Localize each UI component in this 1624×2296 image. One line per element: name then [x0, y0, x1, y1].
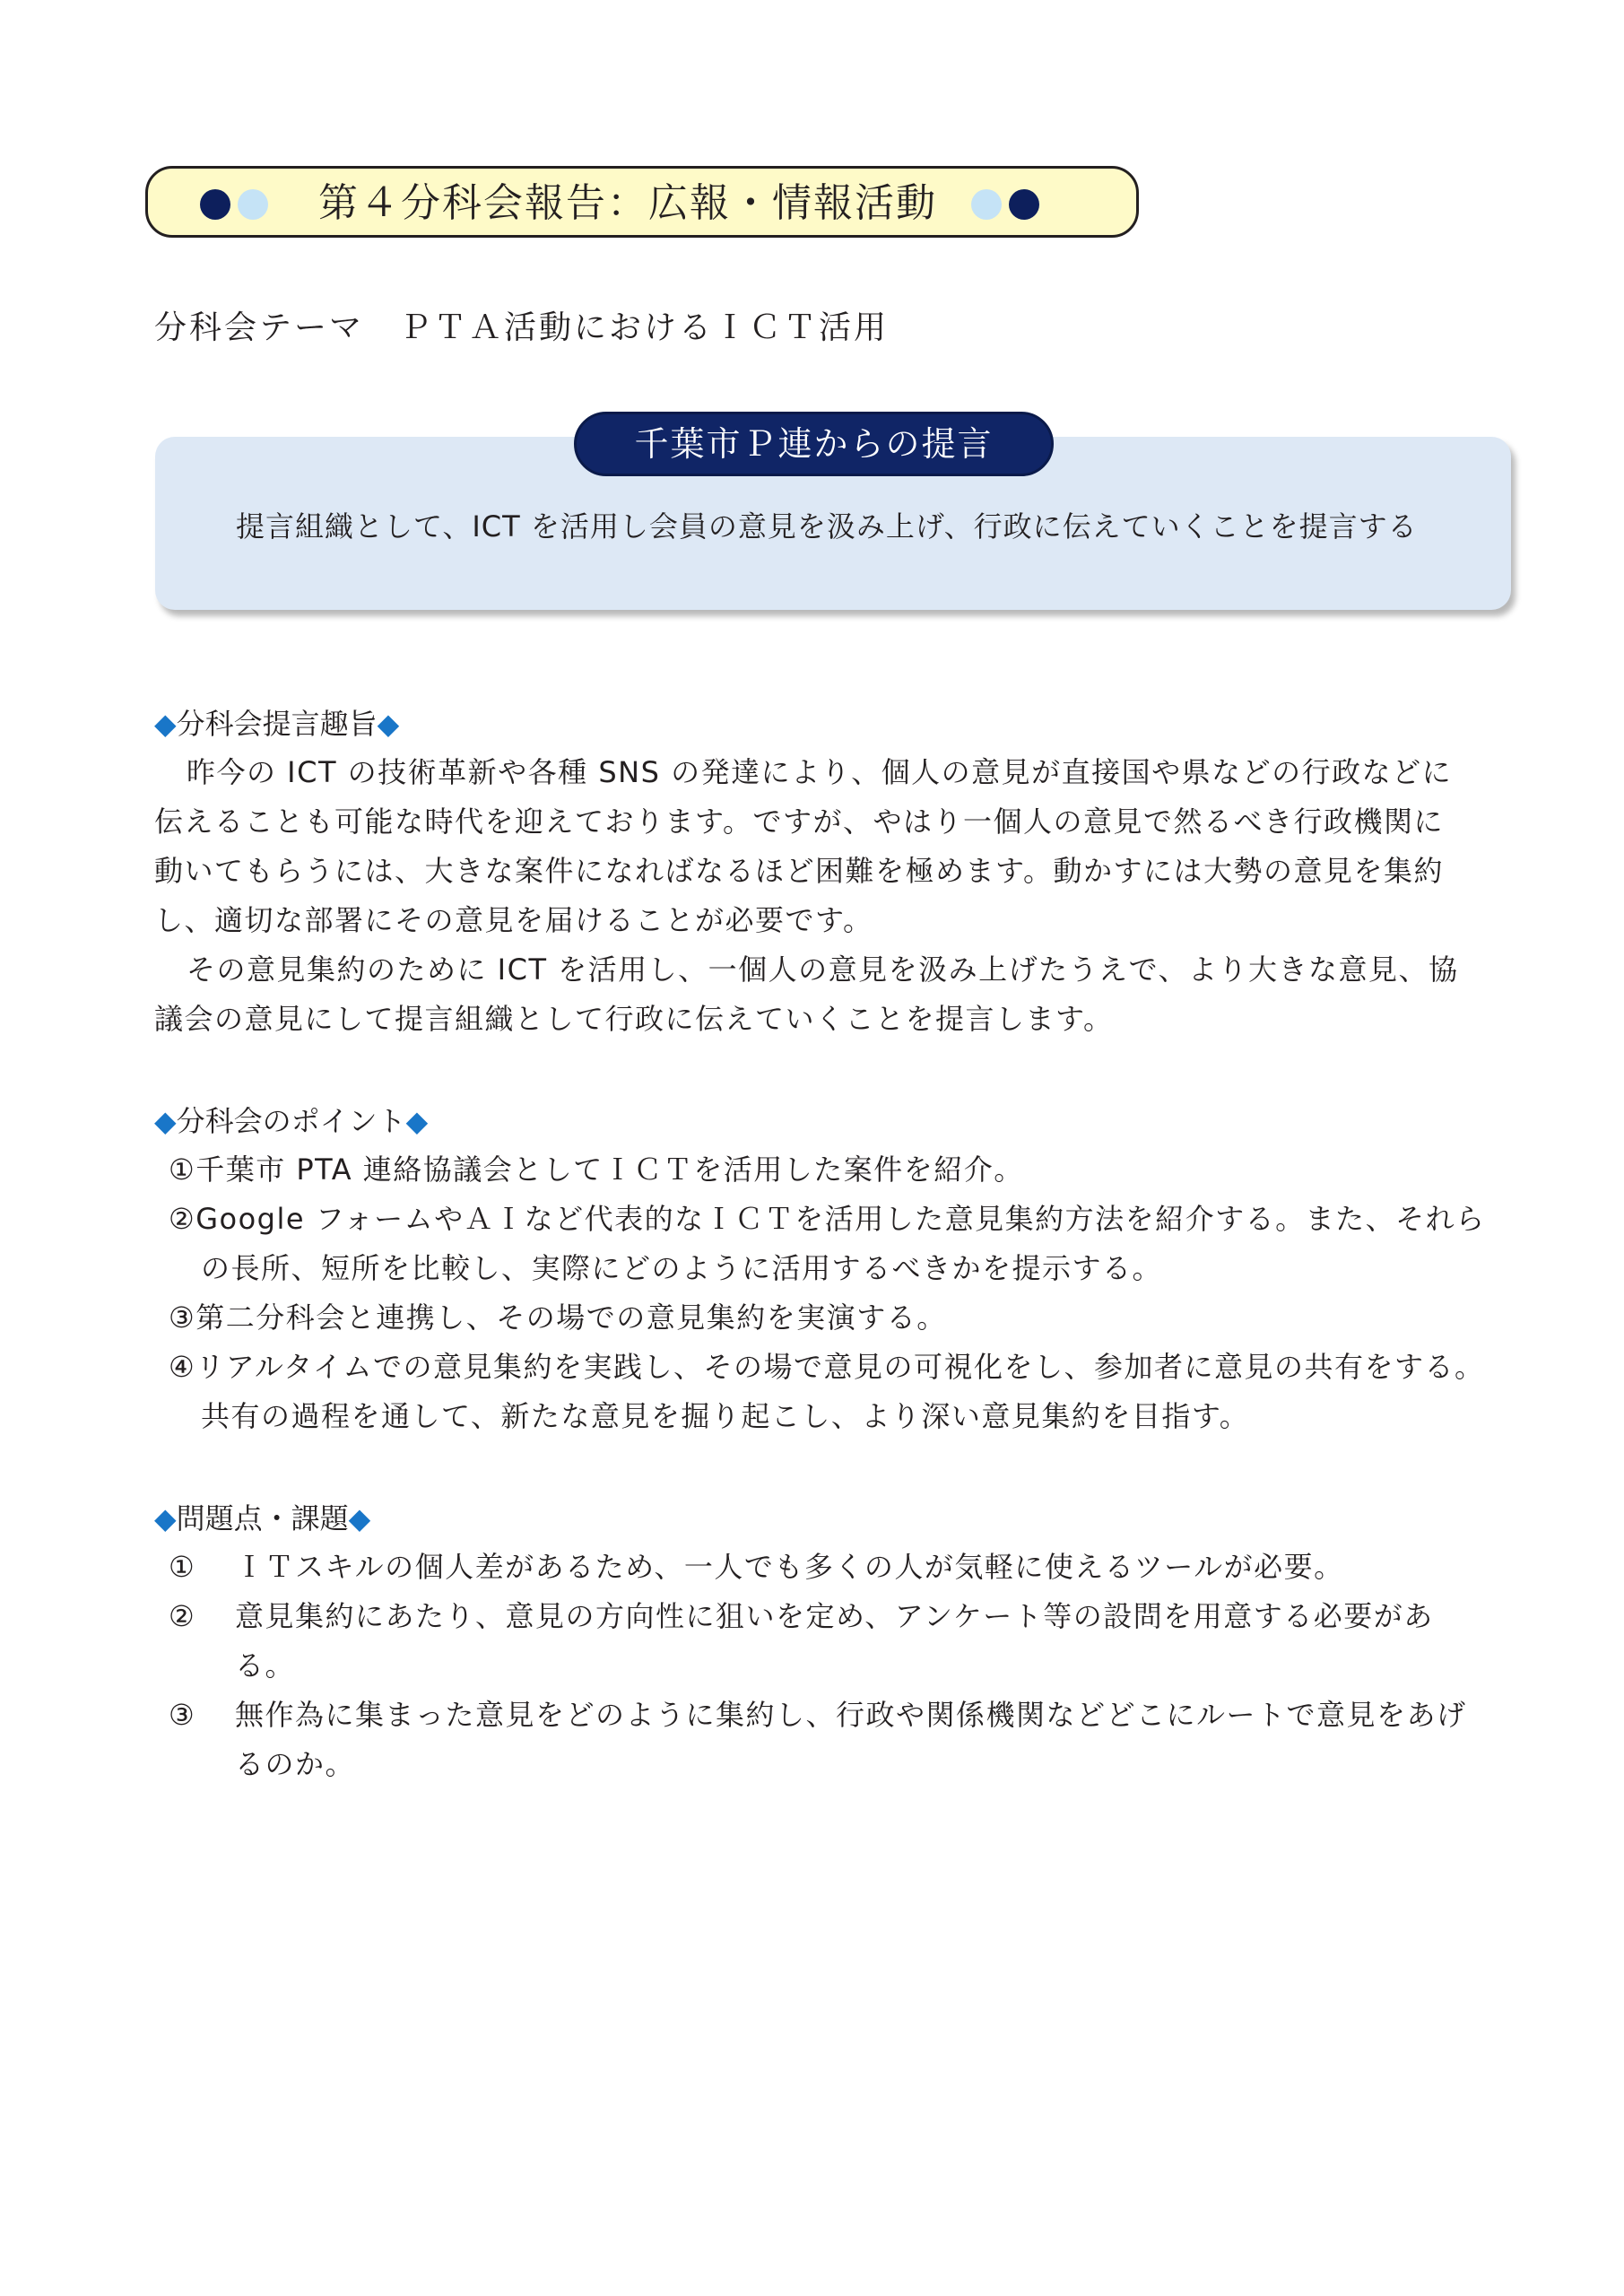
issue-item [169, 1543, 1478, 1592]
subcommittee-theme: 分科会テーマ ＰＴＡ活動におけるＩＣＴ活用 [154, 309, 890, 346]
proposal-tag: 千葉市Ｐ連からの提言 [574, 412, 1054, 476]
section-heading-issues [154, 1499, 370, 1538]
point-item: ②Google フォームやＡＩなど代表的なＩＣＴを活用した意見集約方法を紹介する。また、それらの長所、短所を比較し、実際にどのように活用するべきかを提示する。 [169, 1202, 1486, 1285]
title-banner [145, 166, 1139, 238]
diamond-icon: ◆ [154, 707, 177, 741]
purpose-paragraph: 昨今の ICT の技術革新や各種 SNS の発達により、個人の意見が直接国や県などの行政などに伝えることも可能な時代を迎えております。ですが、やはり一個人の意見で然るべき行政機関に動いてもらうには、大きな案件になればなるほど困難を極めます。動かすには大勢の意見を集約し、適切な部署にその意見を届けることが必要です。 [154, 755, 1453, 937]
light-blue-dot-icon [238, 189, 268, 220]
diamond-icon: ◆ [154, 1501, 177, 1535]
page-title: 第４分科会報告：広報・情報活動 [318, 180, 937, 226]
section-heading-text: 分科会のポイント [176, 1104, 406, 1138]
section-heading-text: 分科会提言趣旨 [176, 707, 378, 741]
issue-number: ② [169, 1599, 196, 1633]
issue-item [169, 1592, 1478, 1691]
issue-number: ③ [169, 1698, 196, 1732]
light-blue-dot-icon [971, 189, 1002, 220]
section-heading-points [154, 1101, 428, 1141]
issue-item [169, 1691, 1478, 1789]
issue-text: 意見集約にあたり、意見の方向性に狙いを定め、アンケート等の設問を用意する必要がある。 [235, 1599, 1434, 1683]
section-heading-text: 問題点・課題 [176, 1501, 349, 1535]
issue-text: 無作為に集まった意見をどのように集約し、行政や関係機関などどこにルートで意見をあげるのか。 [235, 1698, 1467, 1781]
diamond-icon: ◆ [348, 1501, 371, 1535]
point-item: ①千葉市 PTA 連絡協議会としてＩＣＴを活用した案件を紹介。 [169, 1152, 1024, 1187]
section-heading-purpose [154, 704, 399, 744]
navy-dot-icon [1009, 189, 1039, 220]
diamond-icon: ◆ [154, 1104, 177, 1138]
purpose-paragraph: その意見集約のために ICT を活用し、一個人の意見を汲み上げたうえで、より大きな意見、協議会の意見にして提言組織として行政に伝えていくことを提言します。 [154, 952, 1459, 1036]
issue-number: ① [169, 1550, 196, 1584]
proposal-text: 提言組織として、ICT を活用し会員の意見を汲み上げ、行政に伝えていくことを提言する [236, 509, 1418, 544]
point-item: ④リアルタイムでの意見集約を実践し、その場で意見の可視化をし、参加者に意見の共有をする。共有の過程を通して、新たな意見を掘り起こし、より深い意見集約を目指す。 [169, 1350, 1485, 1433]
point-item: ③第二分科会と連携し、その場での意見集約を実演する。 [169, 1300, 947, 1335]
diamond-icon: ◆ [405, 1104, 429, 1138]
navy-dot-icon [200, 189, 230, 220]
diamond-icon: ◆ [377, 707, 400, 741]
issue-text: ＩＴスキルの個人差があるため、一人でも多くの人が気軽に使えるツールが必要。 [235, 1550, 1344, 1584]
